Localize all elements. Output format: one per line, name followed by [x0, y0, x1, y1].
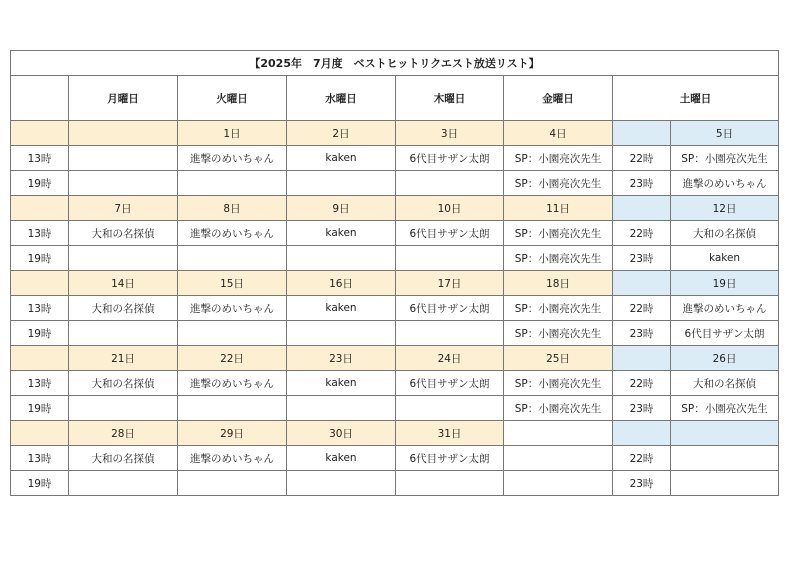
date-cell	[671, 421, 779, 446]
program-cell: 大和の名探偵	[69, 371, 178, 396]
program-cell: 進撃のめいちゃん	[178, 221, 287, 246]
program-row	[11, 471, 779, 496]
program-row	[11, 371, 779, 396]
date-cell: 19日	[671, 271, 779, 296]
time-label: 19時	[11, 246, 69, 271]
program-row	[11, 321, 779, 346]
schedule-title: 【2025年 7月度 ベストヒットリクエスト放送リスト】	[11, 51, 779, 76]
saturday-time-spacer	[613, 196, 671, 221]
time-label: 13時	[11, 371, 69, 396]
date-row	[11, 421, 779, 446]
saturday-time-label: 22時	[613, 221, 671, 246]
corner-cell	[11, 76, 69, 121]
broadcast-schedule-table	[10, 50, 779, 496]
program-cell: SP：小園亮次先生	[504, 246, 613, 271]
date-cell: 23日	[287, 346, 396, 371]
program-cell: kaken	[287, 371, 396, 396]
program-cell: 進撃のめいちゃん	[671, 171, 779, 196]
program-cell	[69, 396, 178, 421]
program-cell	[287, 171, 396, 196]
program-cell: 6代目サザン太朗	[396, 146, 504, 171]
program-cell: 6代目サザン太朗	[396, 221, 504, 246]
program-cell: SP：小園亮次先生	[504, 321, 613, 346]
program-cell	[396, 471, 504, 496]
time-label: 19時	[11, 396, 69, 421]
program-cell	[287, 471, 396, 496]
day-header: 火曜日	[178, 76, 287, 121]
program-cell	[178, 321, 287, 346]
date-cell: 14日	[69, 271, 178, 296]
program-cell: 進撃のめいちゃん	[178, 371, 287, 396]
program-cell: SP：小園亮次先生	[504, 296, 613, 321]
program-cell	[287, 396, 396, 421]
date-cell: 15日	[178, 271, 287, 296]
date-row-label	[11, 271, 69, 296]
program-cell	[396, 321, 504, 346]
program-row	[11, 246, 779, 271]
date-cell	[504, 421, 613, 446]
program-cell: kaken	[287, 221, 396, 246]
program-cell: kaken	[671, 246, 779, 271]
program-cell	[504, 471, 613, 496]
date-cell: 11日	[504, 196, 613, 221]
program-cell: SP：小園亮次先生	[671, 146, 779, 171]
program-row	[11, 221, 779, 246]
program-cell	[69, 146, 178, 171]
date-cell: 4日	[504, 121, 613, 146]
date-cell: 30日	[287, 421, 396, 446]
saturday-time-spacer	[613, 421, 671, 446]
program-cell: 大和の名探偵	[671, 221, 779, 246]
date-cell: 10日	[396, 196, 504, 221]
day-header: 土曜日	[613, 76, 779, 121]
program-row	[11, 446, 779, 471]
program-cell: 6代目サザン太朗	[671, 321, 779, 346]
program-row	[11, 396, 779, 421]
program-cell: kaken	[287, 146, 396, 171]
date-cell: 16日	[287, 271, 396, 296]
program-cell: SP：小園亮次先生	[504, 171, 613, 196]
date-row	[11, 346, 779, 371]
date-cell: 28日	[69, 421, 178, 446]
program-cell: kaken	[287, 296, 396, 321]
saturday-time-spacer	[613, 271, 671, 296]
program-row	[11, 171, 779, 196]
saturday-time-label: 23時	[613, 171, 671, 196]
date-row-label	[11, 121, 69, 146]
saturday-time-label: 23時	[613, 396, 671, 421]
program-cell	[69, 471, 178, 496]
program-cell	[396, 171, 504, 196]
time-label: 13時	[11, 146, 69, 171]
program-cell: 大和の名探偵	[69, 296, 178, 321]
program-cell	[178, 171, 287, 196]
date-cell: 12日	[671, 196, 779, 221]
program-cell: 大和の名探偵	[671, 371, 779, 396]
saturday-time-label: 23時	[613, 246, 671, 271]
day-header: 木曜日	[396, 76, 504, 121]
program-cell: 6代目サザン太朗	[396, 446, 504, 471]
program-cell: 進撃のめいちゃん	[178, 296, 287, 321]
program-cell: SP：小園亮次先生	[504, 221, 613, 246]
date-cell: 25日	[504, 346, 613, 371]
program-cell	[178, 396, 287, 421]
saturday-time-label: 22時	[613, 371, 671, 396]
saturday-time-spacer	[613, 346, 671, 371]
date-cell: 7日	[69, 196, 178, 221]
time-label: 19時	[11, 321, 69, 346]
date-cell: 5日	[671, 121, 779, 146]
time-label: 19時	[11, 171, 69, 196]
date-row	[11, 121, 779, 146]
program-cell	[504, 446, 613, 471]
date-row	[11, 271, 779, 296]
date-row-label	[11, 196, 69, 221]
program-row	[11, 146, 779, 171]
program-cell	[287, 321, 396, 346]
date-cell: 22日	[178, 346, 287, 371]
saturday-time-label: 23時	[613, 321, 671, 346]
program-cell	[69, 171, 178, 196]
date-cell: 18日	[504, 271, 613, 296]
program-cell: SP：小園亮次先生	[504, 371, 613, 396]
program-cell: SP：小園亮次先生	[671, 396, 779, 421]
date-row-label	[11, 421, 69, 446]
day-header: 水曜日	[287, 76, 396, 121]
program-cell: 大和の名探偵	[69, 446, 178, 471]
time-label: 13時	[11, 296, 69, 321]
day-header: 金曜日	[504, 76, 613, 121]
program-cell: kaken	[287, 446, 396, 471]
date-cell: 9日	[287, 196, 396, 221]
program-cell: 大和の名探偵	[69, 221, 178, 246]
date-cell: 24日	[396, 346, 504, 371]
date-cell: 21日	[69, 346, 178, 371]
date-cell	[69, 121, 178, 146]
date-row	[11, 196, 779, 221]
saturday-time-spacer	[613, 121, 671, 146]
program-cell: SP：小園亮次先生	[504, 396, 613, 421]
program-cell	[287, 246, 396, 271]
date-cell: 2日	[287, 121, 396, 146]
program-cell	[178, 246, 287, 271]
date-cell: 8日	[178, 196, 287, 221]
program-cell: 進撃のめいちゃん	[671, 296, 779, 321]
program-cell	[396, 246, 504, 271]
program-cell	[178, 471, 287, 496]
date-cell: 17日	[396, 271, 504, 296]
time-label: 19時	[11, 471, 69, 496]
date-row-label	[11, 346, 69, 371]
program-cell: 6代目サザン太朗	[396, 371, 504, 396]
program-cell	[671, 471, 779, 496]
program-cell: 進撃のめいちゃん	[178, 146, 287, 171]
time-label: 13時	[11, 446, 69, 471]
program-cell: 6代目サザン太朗	[396, 296, 504, 321]
date-cell: 1日	[178, 121, 287, 146]
program-cell	[69, 246, 178, 271]
program-cell	[396, 396, 504, 421]
date-cell: 29日	[178, 421, 287, 446]
program-cell	[671, 446, 779, 471]
date-cell: 3日	[396, 121, 504, 146]
date-cell: 26日	[671, 346, 779, 371]
saturday-time-label: 23時	[613, 471, 671, 496]
saturday-time-label: 22時	[613, 296, 671, 321]
program-row	[11, 296, 779, 321]
saturday-time-label: 22時	[613, 446, 671, 471]
date-cell: 31日	[396, 421, 504, 446]
time-label: 13時	[11, 221, 69, 246]
program-cell: 進撃のめいちゃん	[178, 446, 287, 471]
saturday-time-label: 22時	[613, 146, 671, 171]
day-header: 月曜日	[69, 76, 178, 121]
program-cell	[69, 321, 178, 346]
program-cell: SP：小園亮次先生	[504, 146, 613, 171]
